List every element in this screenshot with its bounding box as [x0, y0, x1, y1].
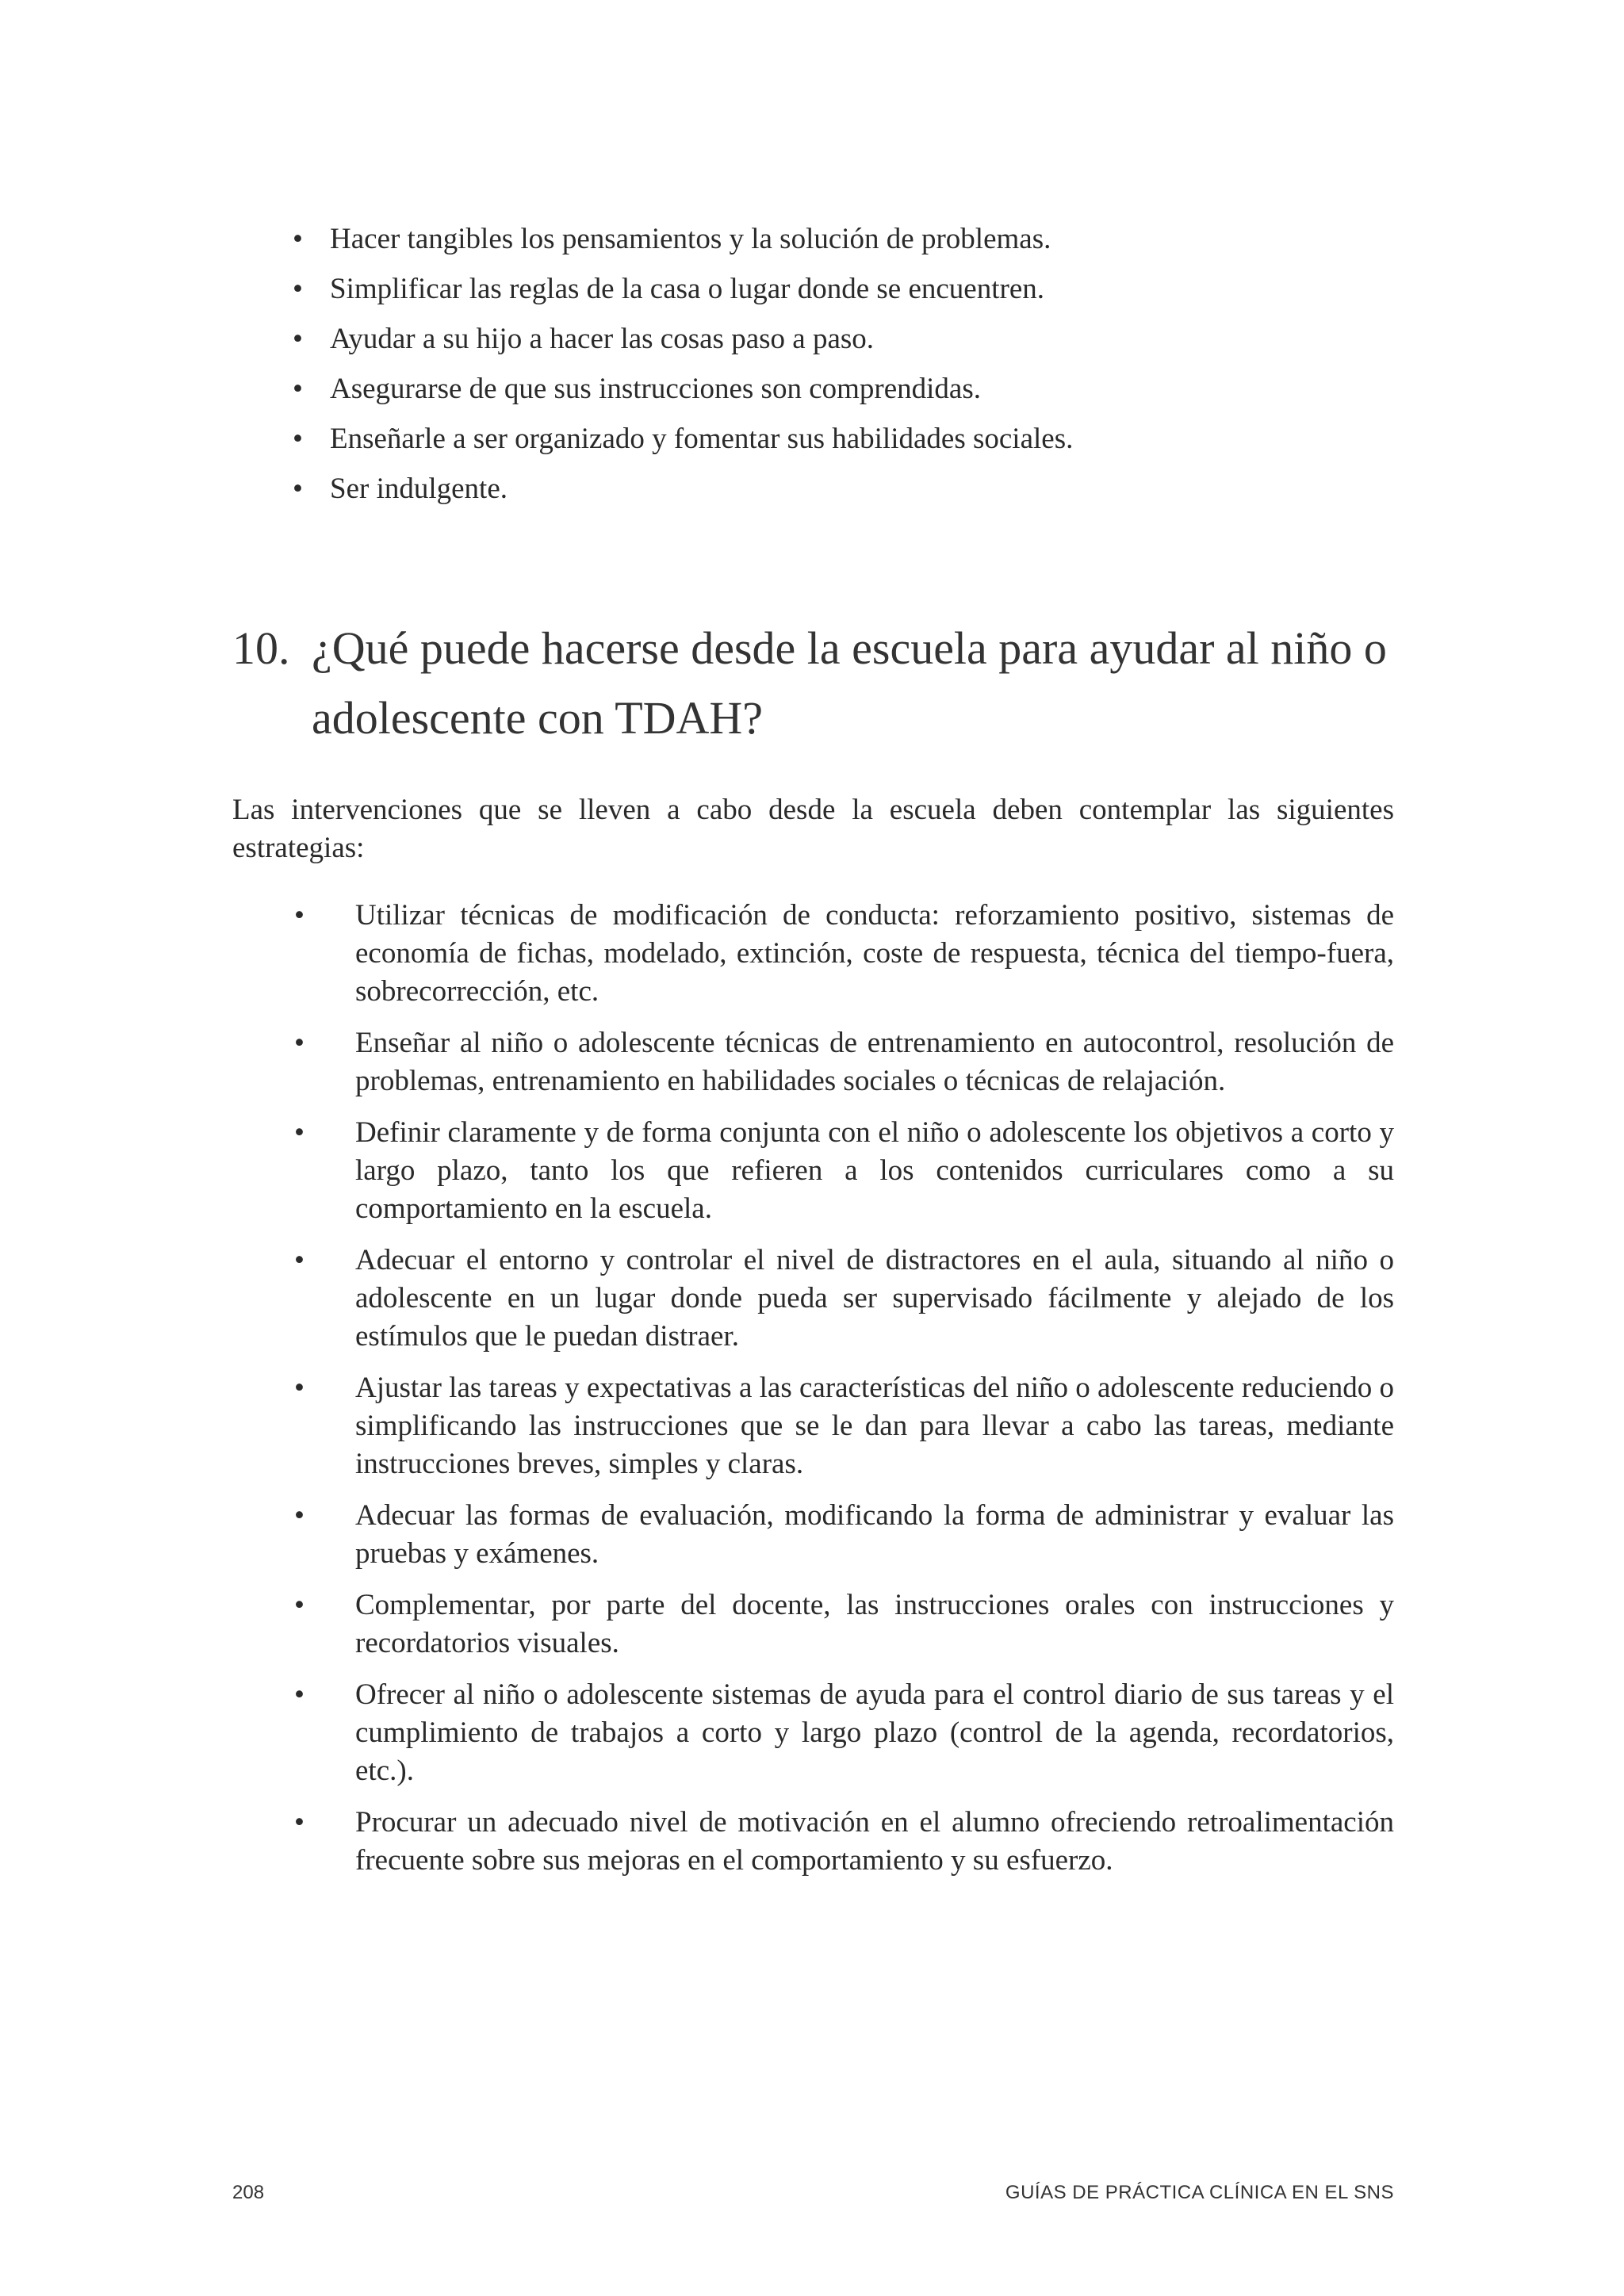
bullet-icon: • — [294, 1678, 304, 1712]
list-item-text: Ser indulgente. — [330, 473, 508, 505]
list-item-text: Enseñarle a ser organizado y fomentar sus habilidades sociales. — [330, 423, 1074, 455]
bullet-icon: • — [294, 1372, 304, 1405]
bullet-icon: • — [293, 223, 303, 255]
bullet-icon: • — [294, 1116, 304, 1150]
list-item — [232, 1369, 1394, 1483]
bullet-icon: • — [294, 899, 304, 932]
list-item-text: Adecuar el entorno y controlar el nivel de distractores en el aula, situando al niño o adolescente en un lugar donde pueda ser supervisado fácilmente y alejado de los estímulos que le puedan distraer. — [355, 1244, 1394, 1353]
list-item-text: Definir claramente y de forma conjunta con el niño o adolescente los objetivos a corto y largo plazo, tanto los que refieren a los contenidos curriculares como a su comportamiento en la escuela. — [355, 1116, 1394, 1226]
list-item — [232, 414, 1394, 464]
list-item — [232, 1676, 1394, 1790]
bullet-icon: • — [294, 1244, 304, 1277]
list-item-text: Ayudar a su hijo a hacer las cosas paso a paso. — [330, 323, 875, 355]
list-item-text: Adecuar las formas de evaluación, modificando la forma de administrar y evaluar las pruebas y exámenes. — [355, 1499, 1394, 1571]
section-intro: Las intervenciones que se lleven a cabo desde la escuela deben contemplar las siguientes estrategias: — [232, 794, 1394, 865]
list-item — [232, 264, 1394, 314]
list-item-text: Ajustar las tareas y expectativas a las características del niño o adolescente reduciendo o simplificando las instrucciones que se le dan para llevar a cabo las tareas, mediante instrucciones breves, simples y claras. — [355, 1372, 1394, 1481]
list-item — [232, 214, 1394, 264]
list-item — [232, 1804, 1394, 1880]
running-title: GUÍAS DE PRÁCTICA CLÍNICA EN EL SNS — [1005, 2182, 1394, 2203]
list-item — [232, 1024, 1394, 1100]
list-item — [232, 464, 1394, 514]
list-item-text: Complementar, por parte del docente, las instrucciones orales con instrucciones y recordatorios visuales. — [355, 1589, 1394, 1660]
list-item-text: Enseñar al niño o adolescente técnicas de entrenamiento en autocontrol, resolución de problemas, entrenamiento en habilidades sociales o técnicas de relajación. — [355, 1027, 1394, 1098]
section-title: ¿Qué puede hacerse desde la escuela para ayudar al niño o adolescente con TDAH? — [312, 622, 1387, 744]
list-item-text: Hacer tangibles los pensamientos y la solución de problemas. — [330, 223, 1051, 255]
bullet-icon: • — [294, 1589, 304, 1622]
list-item — [232, 314, 1394, 364]
list-item-text: Procurar un adecuado nivel de motivación en el alumno ofreciendo retroalimentación frecuente sobre sus mejoras en el comportamiento y su esfuerzo. — [355, 1806, 1394, 1877]
list-item — [232, 1586, 1394, 1663]
bullet-icon: • — [294, 1027, 304, 1060]
bullet-icon: • — [293, 323, 303, 355]
list-item — [232, 897, 1394, 1011]
bullet-icon: • — [294, 1499, 304, 1533]
bullet-icon: • — [293, 473, 303, 505]
page-content — [232, 214, 1394, 1893]
list-item — [232, 1114, 1394, 1228]
section-heading — [232, 614, 1394, 753]
list-item-text: Asegurarse de que sus instrucciones son comprendidas. — [330, 373, 981, 405]
school-strategies-list — [232, 897, 1394, 1880]
list-item-text: Ofrecer al niño o adolescente sistemas de ayuda para el control diario de sus tareas y el cumplimiento de trabajos a corto y largo plazo (control de la agenda, recordatorios, etc.). — [355, 1678, 1394, 1788]
list-item — [232, 1497, 1394, 1573]
parent-tips-list — [232, 214, 1394, 514]
list-item — [232, 364, 1394, 414]
bullet-icon: • — [293, 373, 303, 405]
bullet-icon: • — [293, 273, 303, 305]
bullet-icon: • — [293, 423, 303, 455]
list-item — [232, 1242, 1394, 1356]
section-number: 10. — [232, 622, 290, 674]
bullet-icon: • — [294, 1806, 304, 1839]
list-item-text: Utilizar técnicas de modificación de conducta: reforzamiento positivo, sistemas de economía de fichas, modelado, extinción, coste de respuesta, técnica del tiempo-fuera, sobrecorrección, etc. — [355, 899, 1394, 1008]
page-number: 208 — [232, 2182, 265, 2203]
list-item-text: Simplificar las reglas de la casa o lugar donde se encuentren. — [330, 273, 1045, 305]
